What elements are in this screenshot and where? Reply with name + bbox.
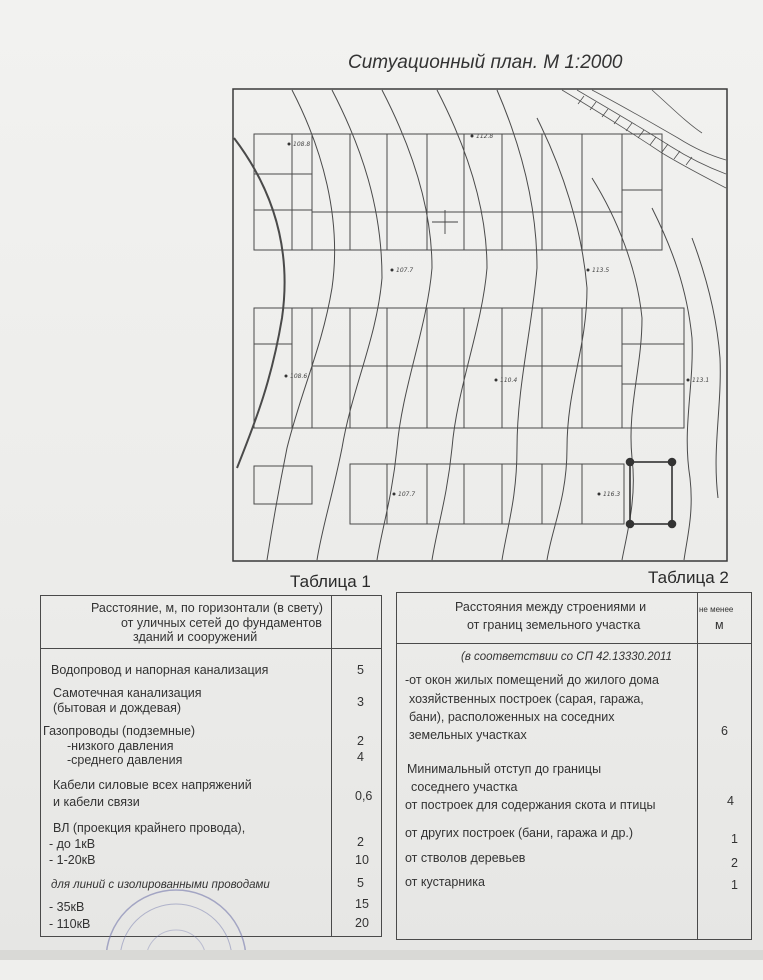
table2-row-label: соседнего участка — [411, 780, 518, 794]
table2-row-value: 6 — [721, 724, 728, 738]
table2-row-label: -от окон жилых помещений до жилого дома — [405, 673, 659, 687]
elevation-label-1: 108.8 — [293, 141, 311, 148]
situation-plan — [232, 88, 728, 562]
table1-row-label: - до 1кВ — [49, 837, 96, 851]
elevation-points — [285, 133, 710, 498]
table1-row-label: -среднего давления — [67, 753, 183, 767]
elevation-label-4: 113.5 — [592, 267, 610, 274]
table2-title: Таблица 2 — [648, 568, 729, 587]
table2-row-value: 1 — [731, 832, 738, 846]
table1-row-label: Водопровод и напорная канализация — [51, 663, 269, 677]
table1-row-value: 3 — [357, 695, 364, 709]
elevation-label-5: 108.6 — [290, 373, 308, 380]
table2-row-label: от кустарника — [405, 875, 485, 889]
table1-row-label: для линий с изолированными проводами — [51, 879, 270, 891]
table1-row-value: 2 — [357, 734, 364, 748]
table2-row-label: от других построек (бани, гаража и др.) — [405, 826, 634, 840]
table2-row-label: бани), расположенных на соседних — [409, 710, 615, 724]
table2-row-value: 2 — [731, 856, 738, 870]
contour-lines — [234, 90, 720, 560]
survey-cross-mark — [432, 210, 458, 234]
seal-stamp — [96, 880, 256, 980]
plot-grid-middle — [254, 308, 684, 428]
table2 — [396, 592, 752, 940]
table2-row-label: Минимальный отступ до границы — [407, 762, 602, 776]
table1-row-value: 0,6 — [355, 789, 373, 803]
table1-row-label: (бытовая и дождевая) — [53, 701, 182, 715]
table1-row-label: -низкого давления — [67, 739, 174, 753]
table1-row-label: - 1-20кВ — [49, 853, 96, 867]
table2-reference: (в соответствии со СП 42.13330.2011 — [461, 651, 672, 663]
situation-plan-drawing — [232, 88, 728, 562]
table1-row-label: Самотечная канализация — [53, 686, 202, 700]
table1-row-label: ВЛ (проекция крайнего провода), — [53, 821, 246, 835]
plan-title: Ситуационный план. М 1:2000 — [348, 52, 623, 73]
plan-frame — [233, 89, 727, 561]
table1-row-label: Газопроводы (подземные) — [43, 724, 196, 738]
table2-row-value: 4 — [727, 794, 734, 808]
table1-row-value: 15 — [355, 897, 369, 911]
table1-row-label: - 110кВ — [49, 917, 91, 931]
table2-header-line1: Расстояния между строениями и — [455, 600, 647, 614]
table1-row-value: 5 — [357, 876, 364, 890]
table1-title: Таблица 1 — [290, 572, 371, 591]
table1-row-value: 20 — [355, 916, 369, 930]
table1-row-value: 4 — [357, 750, 364, 764]
target-plot — [627, 459, 676, 528]
table2-row-label: от построек для содержания скота и птицы — [405, 798, 656, 812]
table1-row-label: Кабели силовые всех напряжений — [53, 778, 252, 792]
table1-row-label: - 35кВ — [49, 900, 85, 914]
table2-header-col2-line2: м — [715, 618, 724, 632]
table2-row-label: от стволов деревьев — [405, 851, 526, 865]
page-bottom-edge — [0, 950, 763, 960]
table1-row-value: 2 — [357, 835, 364, 849]
road-hatching — [562, 90, 726, 188]
table2-header-col2-line1: не менее — [699, 605, 734, 614]
table1-header-line1: Расстояние, м, по горизонтали (в свету) — [91, 601, 323, 615]
table1-row-value: 10 — [355, 853, 369, 867]
table2-header-line2: от границ земельного участка — [467, 618, 641, 632]
road-ticks — [578, 96, 692, 165]
table2-row-label: хозяйственных построек (сарая, гаража, — [409, 692, 644, 706]
table1-row-value: 5 — [357, 663, 364, 677]
elevation-label-9: 116.3 — [603, 491, 621, 498]
plot-grid-bottom — [254, 464, 624, 524]
elevation-label-8: 107.7 — [398, 491, 416, 498]
table2-row-label: земельных участках — [409, 728, 527, 742]
table1-header-line3: зданий и сооружений — [133, 630, 258, 644]
elevation-label-3: 107.7 — [396, 267, 414, 274]
elevation-label-7: 113.1 — [692, 377, 710, 384]
table2-row-value: 1 — [731, 878, 738, 892]
table1-row-label: и кабели связи — [53, 795, 140, 809]
table1-header-line2: от уличных сетей до фундаментов — [121, 616, 322, 630]
elevation-label-6: 110.4 — [500, 377, 518, 384]
elevation-label-2: 112.8 — [476, 133, 494, 140]
